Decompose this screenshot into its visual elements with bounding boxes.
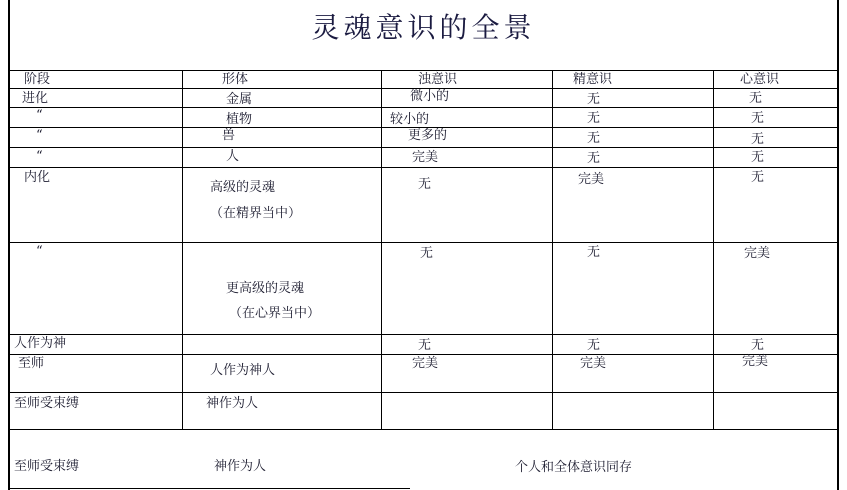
row-stage: 内化 <box>24 170 51 185</box>
column-divider <box>182 70 183 429</box>
row-stage: “ <box>36 128 43 143</box>
row-form: 神作为人 <box>206 396 259 411</box>
row-heart: 完美 <box>742 354 769 369</box>
row-heart: 无 <box>751 150 765 165</box>
row-heart: 无 <box>751 111 765 126</box>
row-stage: 至师受束缚 <box>14 396 80 411</box>
row-form: 人 <box>226 149 240 164</box>
row-form-note: （在精界当中） <box>210 206 302 221</box>
row-refined: 完美 <box>578 172 605 187</box>
row-refined: 无 <box>587 338 601 353</box>
row-refined: 无 <box>587 151 601 166</box>
row-refined: 无 <box>587 111 601 126</box>
column-divider <box>552 70 553 429</box>
column-divider <box>713 70 714 429</box>
row-turbid: 无 <box>418 338 432 353</box>
row-heart: 无 <box>751 170 765 185</box>
row-form: 兽 <box>222 128 236 143</box>
row-refined: 无 <box>587 245 601 260</box>
row-form: 植物 <box>226 112 253 127</box>
left-border <box>8 0 10 490</box>
row-turbid: 微小的 <box>410 89 450 104</box>
right-border <box>837 0 839 490</box>
row-heart: 完美 <box>744 246 771 261</box>
footer-stage: 至师受束缚 <box>14 459 80 474</box>
footer-underline <box>10 488 410 489</box>
row-form: 更高级的灵魂 <box>226 281 305 296</box>
row-stage: 进化 <box>22 91 49 106</box>
page-title: 灵魂意识的全景 <box>311 11 536 44</box>
row-heart: 无 <box>749 91 763 106</box>
row-stage: 人作为神 <box>14 336 67 351</box>
row-stage: “ <box>36 244 43 259</box>
row-refined: 完美 <box>580 356 607 371</box>
header-form: 形体 <box>222 72 249 87</box>
header-stage: 阶段 <box>24 72 51 87</box>
row-divider <box>10 429 837 430</box>
row-refined: 无 <box>587 131 601 146</box>
footer-consciousness: 个人和全体意识同存 <box>515 460 633 475</box>
row-heart: 无 <box>751 132 765 147</box>
row-turbid: 完美 <box>412 150 439 165</box>
row-form: 高级的灵魂 <box>210 180 276 195</box>
row-stage: “ <box>36 149 43 164</box>
row-turbid: 无 <box>418 177 432 192</box>
row-stage: 至师 <box>18 356 45 371</box>
row-refined: 无 <box>587 92 601 107</box>
column-divider <box>381 70 382 429</box>
footer-form: 神作为人 <box>214 459 267 474</box>
row-turbid: 较小的 <box>390 112 430 127</box>
row-form: 人作为神人 <box>210 363 276 378</box>
header-heart: 心意识 <box>740 72 780 87</box>
row-turbid: 无 <box>420 246 434 261</box>
row-turbid: 完美 <box>412 356 439 371</box>
header-refined: 精意识 <box>573 72 613 87</box>
header-turbid: 浊意识 <box>418 72 458 87</box>
row-form: 金属 <box>226 92 253 107</box>
row-turbid: 更多的 <box>408 128 448 143</box>
row-stage: “ <box>36 108 43 123</box>
row-heart: 无 <box>751 338 765 353</box>
row-form-note: （在心界当中） <box>229 306 321 321</box>
